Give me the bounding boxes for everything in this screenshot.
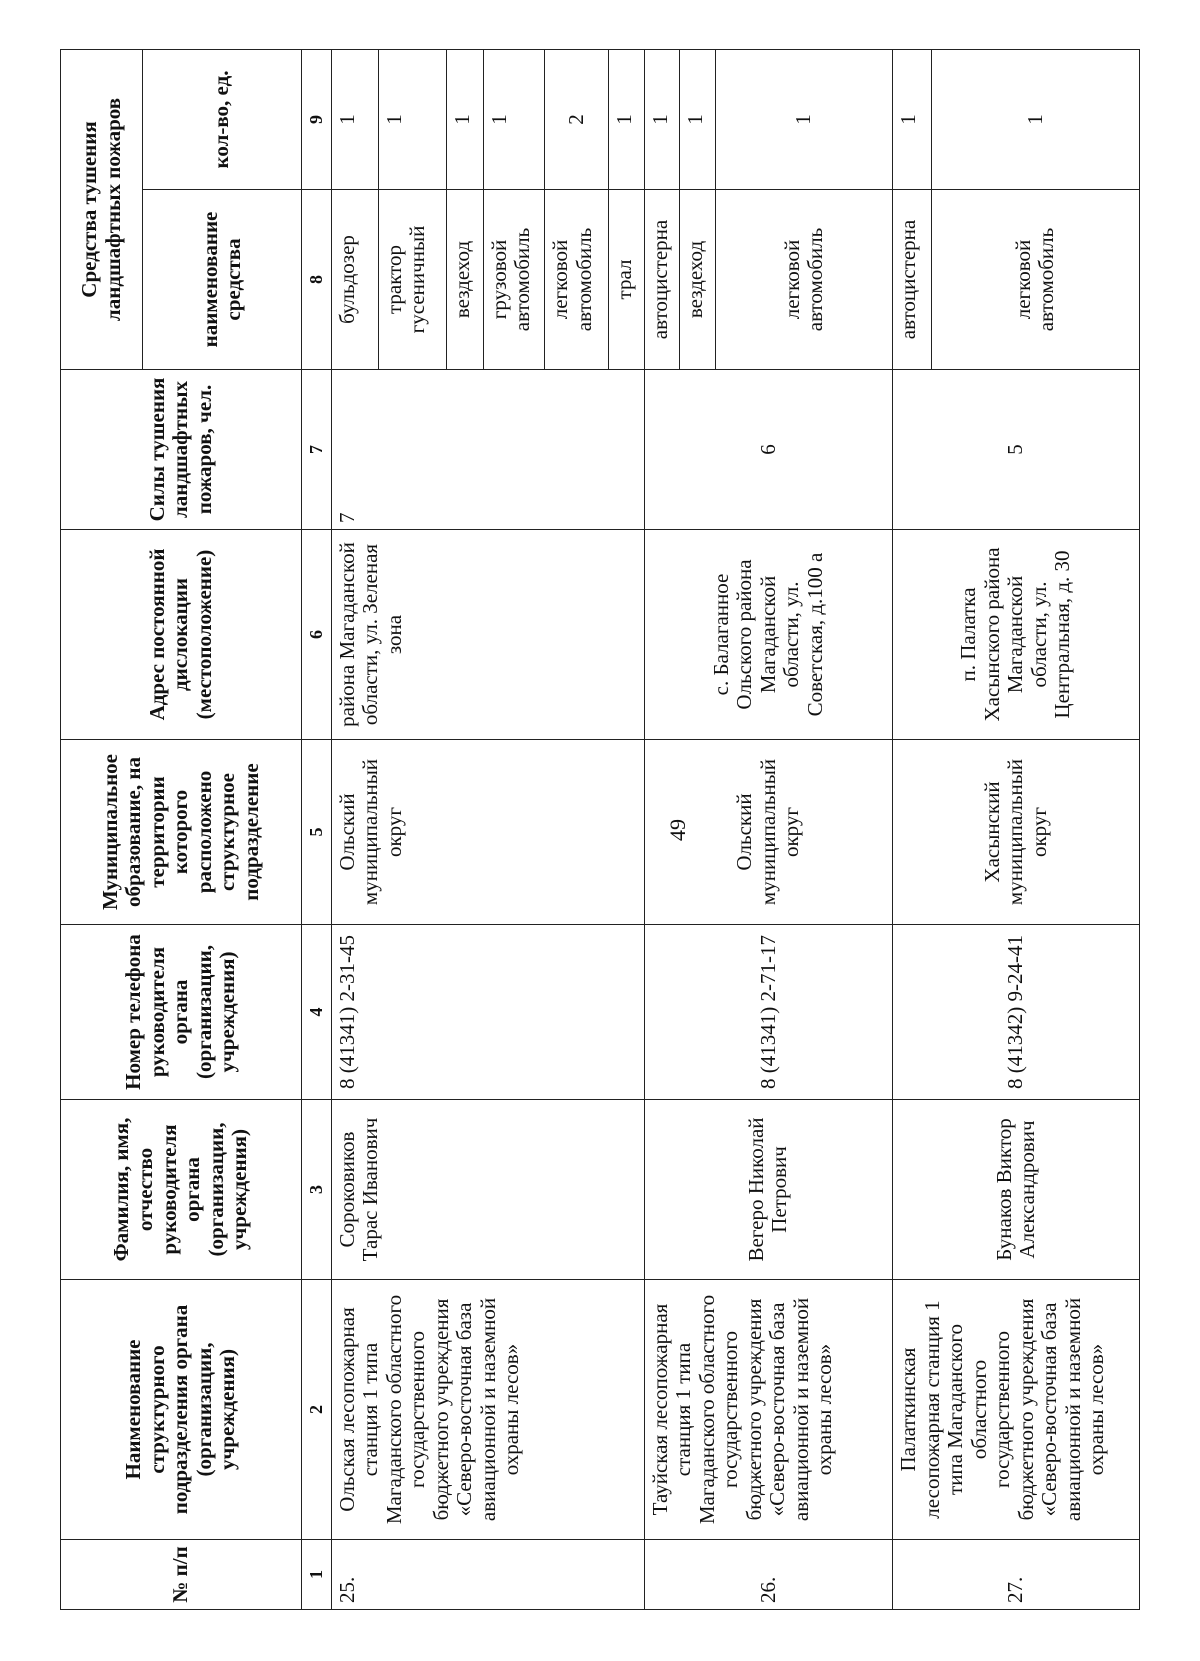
- header-unit-name: Наименование структурного подразделения органа (организации, учреждения): [61, 1280, 302, 1540]
- equipment-qty: 1: [680, 49, 716, 189]
- equipment-name: автоцистерна: [893, 190, 931, 370]
- row-number: 25.: [331, 1540, 644, 1610]
- address: с. Балаганное Ольского района Магаданской области, ул. Советская, д.100 а: [644, 530, 893, 740]
- index-cell: 8: [302, 190, 332, 370]
- equipment-qty: 2: [545, 49, 609, 189]
- index-cell: 6: [302, 530, 332, 740]
- index-cell: 7: [302, 370, 332, 530]
- equipment-name: грузовой автомобиль: [483, 190, 544, 370]
- forces-count: 7: [331, 370, 644, 530]
- row-number: 27.: [893, 1540, 1140, 1610]
- index-cell: 4: [302, 925, 332, 1100]
- header-forces: Силы тушения ландшафтных пожаров, чел.: [61, 370, 302, 530]
- table-row: [893, 49, 931, 1609]
- equipment-qty: 1: [446, 49, 483, 189]
- unit-name: Палаткинская лесопожарная станция 1 типа Магаданского областного государственного бюджетного учреждения «Северо-восточная база авиационной и наземной охраны лесов»: [893, 1280, 1140, 1540]
- unit-name: Тауйская лесопожарная станция 1 типа Магаданского областного государственного бюджетного учреждения «Северо-восточная база авиационной и наземной охраны лесов»: [644, 1280, 893, 1540]
- equipment-qty: 1: [644, 49, 680, 189]
- equipment-name: вездеход: [680, 190, 716, 370]
- page-number: 49: [665, 819, 690, 841]
- equipment-qty: 1: [378, 49, 446, 189]
- table-row: [644, 49, 680, 1609]
- phone-number: 8 (41341) 2-71-17: [644, 925, 893, 1100]
- header-equipment-group: Средства тушения ландшафтных пожаров: [61, 49, 143, 369]
- equipment-qty: 1: [893, 49, 931, 189]
- municipality: Хасынский муниципальный округ: [893, 740, 1140, 925]
- header-head-name: Фамилия, имя, отчество руководителя органа (организации, учреждения): [61, 1100, 302, 1280]
- head-name: Бунаков Виктор Александрович: [893, 1100, 1140, 1280]
- index-cell: 5: [302, 740, 332, 925]
- equipment-name: легковой автомобиль: [545, 190, 609, 370]
- index-cell: 9: [302, 49, 332, 189]
- equipment-name: бульдозер: [331, 190, 378, 370]
- equipment-name: легковой автомобиль: [931, 190, 1139, 370]
- column-index-row: [302, 49, 332, 1609]
- municipality: Ольский муниципальный округ: [644, 740, 893, 925]
- address: п. Палатка Хасынского района Магаданской области, ул. Центральная, д. 30: [893, 530, 1140, 740]
- header-municipality: Муниципальное образование, на территории которого расположено структурное подразделение: [61, 740, 302, 925]
- index-cell: 1: [302, 1540, 332, 1610]
- head-name: Сороковиков Тарас Иванович: [331, 1100, 644, 1280]
- equipment-qty: 1: [715, 49, 893, 189]
- equipment-name: трактор гусеничный: [378, 190, 446, 370]
- phone-number: 8 (41342) 9-24-41: [893, 925, 1140, 1100]
- row-number: 26.: [644, 1540, 893, 1610]
- header-equipment-name: наименование средства: [143, 190, 302, 370]
- header-number: № п/п: [61, 1540, 302, 1610]
- equipment-name: вездеход: [446, 190, 483, 370]
- address: района Магаданской области, ул. Зеленая зона: [331, 530, 644, 740]
- equipment-name: легковой автомобиль: [715, 190, 893, 370]
- equipment-qty: 1: [483, 49, 544, 189]
- fire-units-table: [60, 49, 1140, 1610]
- header-equipment-qty: кол-во, ед.: [143, 49, 302, 189]
- equipment-qty: 1: [608, 49, 644, 189]
- equipment-qty: 1: [931, 49, 1139, 189]
- forces-count: 6: [644, 370, 893, 530]
- equipment-name: трал: [608, 190, 644, 370]
- forces-count: 5: [893, 370, 1140, 530]
- rotated-table-wrapper: [60, 50, 1140, 1610]
- phone-number: 8 (41341) 2-31-45: [331, 925, 644, 1100]
- index-cell: 2: [302, 1280, 332, 1540]
- head-name: Вегеро Николай Петрович: [644, 1100, 893, 1280]
- header-phone: Номер телефона руководителя органа (организации, учреждения): [61, 925, 302, 1100]
- equipment-qty: 1: [331, 49, 378, 189]
- municipality: Ольский муниципальный округ: [331, 740, 644, 925]
- equipment-name: автоцистерна: [644, 190, 680, 370]
- index-cell: 3: [302, 1100, 332, 1280]
- header-address: Адрес постоянной дислокации (местоположение): [61, 530, 302, 740]
- unit-name: Ольская лесопожарная станция 1 типа Магаданского областного государственного бюджетного учреждения «Северо-восточная база авиационной и наземной охраны лесов»: [331, 1280, 644, 1540]
- table-row: [331, 49, 378, 1609]
